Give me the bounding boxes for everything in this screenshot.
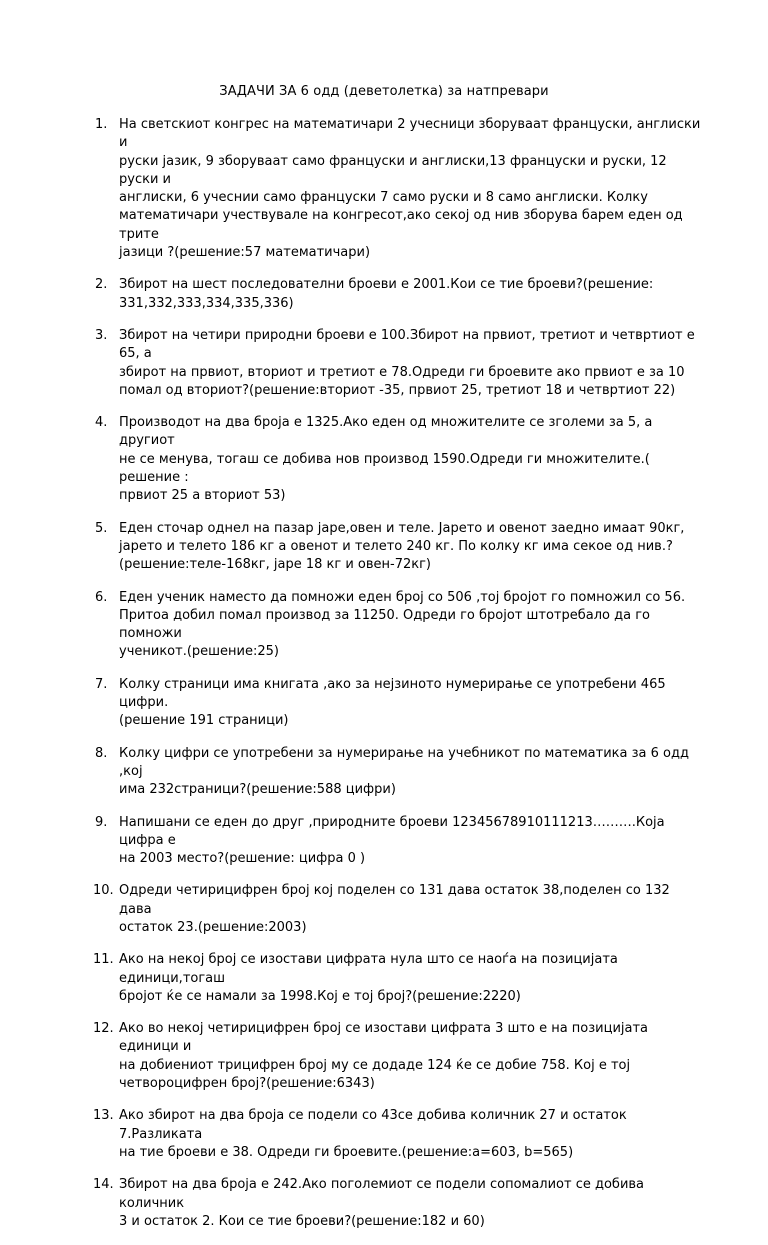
problem-text-line: Ако во некој четирицифрен број се изостави цифрата 3 што е на позицијата единици и xyxy=(119,1021,649,1055)
problem-text-line: Ако на некој број се изостави цифрата нула што се наоѓа на позицијата единици,тогаш xyxy=(119,952,618,986)
problem-text-line: 3 и остаток 2. Кои се тие броеви?(решение:182 и 60) xyxy=(119,1213,485,1229)
problem-text-line: има 232страници?(решение:588 цифри) xyxy=(119,782,396,798)
problem-list xyxy=(95,116,705,1245)
problem-text-line: на 2003 место?(решение: цифра 0 ) xyxy=(119,851,366,867)
problem-number: 4. xyxy=(95,415,108,431)
problem-number: 9. xyxy=(95,814,108,830)
problem-text-line: Одреди четирицифрен број кој поделен со 131 дава остаток 38,поделен со 132 дава xyxy=(119,883,670,917)
problem-text-line: остаток 23.(решение:2003) xyxy=(119,919,307,935)
problem-number: 10. xyxy=(93,883,114,899)
problem-text-line: четвороцифрен број?(решение:6343) xyxy=(119,1076,375,1092)
problem-number: 2. xyxy=(95,277,108,293)
problem-text-line: На светскиот конгрес на математичари 2 учесници зборуваат француски, англиски и xyxy=(119,117,701,151)
problem-text-line: Производот на два броја е 1325.Ако еден од множителите се зголеми за 5, а другиот xyxy=(119,415,653,449)
problem-text-line: Збирот на шест последователни броеви е 2001.Кои се тие броеви?(решение: xyxy=(119,277,654,293)
problem-text-line: збирот на првиот, вториот и третиот е 78.Одреди ги броевите ако првиот е за 10 xyxy=(119,364,685,380)
problem-text-line: Колку страници има книгата ,ако за нејзиното нумерирање се употребени 465 цифри. xyxy=(119,676,666,711)
problem-item xyxy=(95,116,705,262)
problem-item xyxy=(95,327,705,400)
problem-number: 12. xyxy=(93,1021,114,1037)
problem-item xyxy=(95,1107,705,1162)
problem-item xyxy=(95,589,705,662)
problem-text-line: англиски, 6 учеснии само француски 7 само руски и 8 само англиски. Колку xyxy=(119,190,648,206)
problem-text-line: Притоа добил помал производ за 11250. Одреди го бројот штотребало да го помножи xyxy=(119,607,650,642)
problem-item xyxy=(95,276,705,313)
problem-text-line: (решение 191 страници) xyxy=(119,713,289,729)
problem-text-line: (решение:теле-168кг, јаре 18 кг и овен-72кг) xyxy=(119,557,431,573)
problem-item xyxy=(95,882,705,937)
problem-text-line: Збирот на четири природни броеви е 100.Збирот на првиот, третиот и четвртиот е 65, а xyxy=(119,327,695,362)
problem-text-line: Ако збирот на два броја се подели со 43се добива количник 27 и остаток 7.Разликата xyxy=(119,1108,627,1142)
problem-text-line: јарето и телето 186 кг а овенот и телето 240 кг. По колку кг има секое од нив.? xyxy=(119,538,673,554)
problem-number: 8. xyxy=(95,745,108,761)
problem-text-line: Колку цифри се употребени за нумерирање на учебникот по математика за 6 одд ,кој xyxy=(119,745,689,779)
problem-text-line: на добиениот трицифрен број му се додаде 124 ќе се добие 758. Кој е тој xyxy=(119,1057,631,1073)
problem-text-line: Збирот на два броја е 242.Ако поголемиот се подели сопомалиот се добива количник xyxy=(119,1177,645,1211)
problem-text-line: руски јазик, 9 зборуваат само француски и англиски,13 француски и руски, 12 руски и xyxy=(119,153,667,187)
problem-text-line: ученикот.(решение:25) xyxy=(119,644,279,660)
problem-text-line: математичари учествувале на конгресот,ако секој од нив зборува барем еден од трите xyxy=(119,208,683,242)
problem-item xyxy=(95,745,705,800)
problem-text-line: Еден сточар однел на пазар јаре,овен и теле. Јарето и овенот заедно имаат 90кг, xyxy=(119,520,685,536)
problem-number: 14. xyxy=(93,1177,114,1193)
problem-item xyxy=(95,1020,705,1093)
problem-item xyxy=(95,814,705,869)
problem-text-line: јазици ?(решение:57 математичари) xyxy=(119,245,371,261)
problem-number: 13. xyxy=(93,1108,114,1124)
problem-text-line: помал од вториот?(решение:вториот -35, првиот 25, третиот 18 и четвртиот 22) xyxy=(119,382,676,398)
problem-text-line: бројот ќе се намали за 1998.Кој е тој број?(решение:2220) xyxy=(119,988,521,1004)
problem-item xyxy=(95,520,705,575)
problem-number: 11. xyxy=(93,952,114,968)
problem-item xyxy=(95,951,705,1006)
problem-text-line: на тие броеви е 38. Одреди ги броевите.(решение:а=603, b=565) xyxy=(119,1144,574,1160)
problem-number: 6. xyxy=(95,589,108,605)
problem-text-line: 331,332,333,334,335,336) xyxy=(119,295,294,311)
document-title: ЗАДАЧИ ЗА 6 одд (деветолетка) за натпревари xyxy=(219,84,549,99)
problem-number: 5. xyxy=(95,520,108,536)
problem-item xyxy=(95,676,705,731)
problem-text-line: Напишани се еден до друг ,природните броеви 12345678910111213……….Која цифра е xyxy=(119,814,665,848)
problem-text-line: Еден ученик наместо да помножи еден број со 506 ,тој бројот го помножил со 56. xyxy=(119,589,686,605)
problem-number: 1. xyxy=(95,117,108,132)
problem-text-line: не се менува, тогаш се добива нов производ 1590.Одреди ги множителите.( решение : xyxy=(119,451,650,486)
problem-item xyxy=(95,1176,705,1231)
problem-text-line: првиот 25 а вториот 53) xyxy=(119,488,286,504)
problem-number: 7. xyxy=(95,676,108,692)
problem-item xyxy=(95,414,705,505)
problem-number: 3. xyxy=(95,327,108,343)
